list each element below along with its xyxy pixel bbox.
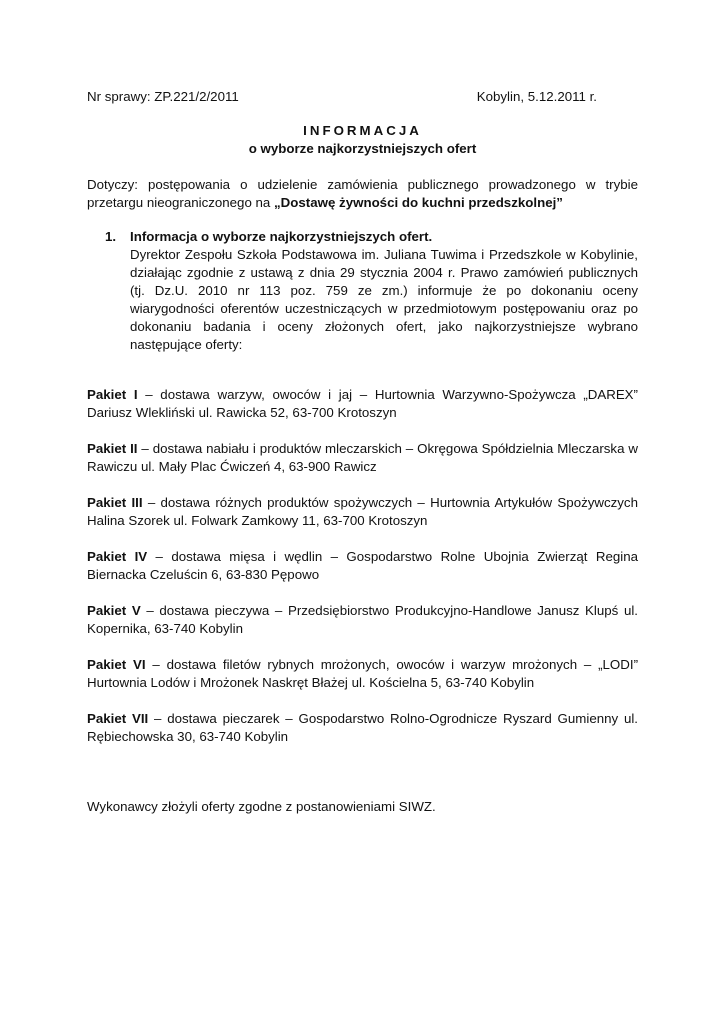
package-text: – dostawa mięsa i wędlin – Gospodarstwo Rolne Ubojnia Zwierząt Regina Biernacka Czeluścin 6, 63-830 Pępowo <box>87 549 638 582</box>
package-label: Pakiet VI <box>87 657 146 672</box>
package-item <box>87 440 638 476</box>
package-text: – dostawa pieczywa – Przedsiębiorstwo Produkcyjno-Handlowe Janusz Klupś ul. Kopernika, 63-740 Kobylin <box>87 603 638 636</box>
closing-statement: Wykonawcy złożyli oferty zgodne z postanowieniami SIWZ. <box>87 799 436 814</box>
package-text: – dostawa nabiału i produktów mleczarskich – Okręgowa Spółdzielnia Mleczarska w Rawiczu ul. Mały Plac Ćwiczeń 4, 63-900 Rawicz <box>87 441 638 474</box>
regarding-lead: Dotyczy: postępowania o udzielenie zamówienia publicznego prowadzonego w trybie przetargu nieograniczonego na <box>87 177 638 210</box>
section-1-number: 1. <box>105 229 117 244</box>
package-text: – dostawa warzyw, owoców i jaj – Hurtownia Warzywno-Spożywcza „DAREX” Dariusz Wlekliński ul. Rawicka 52, 63-700 Krotoszyn <box>87 387 638 420</box>
document-page <box>87 88 638 816</box>
section-1 <box>87 228 638 354</box>
package-label: Pakiet II <box>87 441 138 456</box>
package-item <box>87 602 638 638</box>
regarding-paragraph <box>87 176 638 212</box>
document-title <box>87 122 638 158</box>
document-header <box>87 88 597 106</box>
package-item <box>87 494 638 530</box>
package-label: Pakiet III <box>87 495 143 510</box>
package-label: Pakiet IV <box>87 549 148 564</box>
section-1-body <box>130 228 638 354</box>
case-number: Nr sprawy: ZP.221/2/2011 <box>87 89 239 104</box>
title-main: INFORMACJA <box>303 123 422 138</box>
package-text: – dostawa różnych produktów spożywczych – Hurtownia Artykułów Spożywczych Halina Szorek ul. Folwark Zamkowy 11, 63-700 Krotoszyn <box>87 495 638 528</box>
package-label: Pakiet I <box>87 387 138 402</box>
place-date: Kobylin, 5.12.2011 r. <box>476 89 597 104</box>
package-label: Pakiet VII <box>87 711 149 726</box>
regarding-subject: „Dostawę żywności do kuchni przedszkolnej” <box>274 195 563 210</box>
package-item <box>87 656 638 692</box>
package-item <box>87 710 638 746</box>
package-list <box>87 386 638 746</box>
package-text: – dostawa pieczarek – Gospodarstwo Rolno-Ogrodnicze Ryszard Gumienny ul. Rębiechowska 30, 63-740 Kobylin <box>87 711 638 744</box>
section-1-text: Dyrektor Zespołu Szkoła Podstawowa im. Juliana Tuwima i Przedszkole w Kobylinie, działając zgodnie z ustawą z dnia 29 stycznia 2004 r. Prawo zamówień publicznych (tj. Dz.U. 2010 nr 113 poz. 759 ze zm.) informuje że po dokonaniu oceny wiarygodności oferentów uczestniczących w przedmiotowym postępowaniu oraz po dokonaniu badania i oceny złożonych ofert, jako najkorzystniejsze wybrano następujące oferty: <box>130 247 638 352</box>
section-1-title: Informacja o wyborze najkorzystniejszych ofert. <box>130 229 433 244</box>
title-subtitle: o wyborze najkorzystniejszych ofert <box>248 141 477 156</box>
package-item <box>87 386 638 422</box>
package-text: – dostawa filetów rybnych mrożonych, owoców i warzyw mrożonych – „LODI” Hurtownia Lodów i Mrożonek Naskręt Błażej ul. Kościelna 5, 63-740 Kobylin <box>87 657 639 690</box>
package-item <box>87 548 638 584</box>
package-label: Pakiet V <box>87 603 141 618</box>
